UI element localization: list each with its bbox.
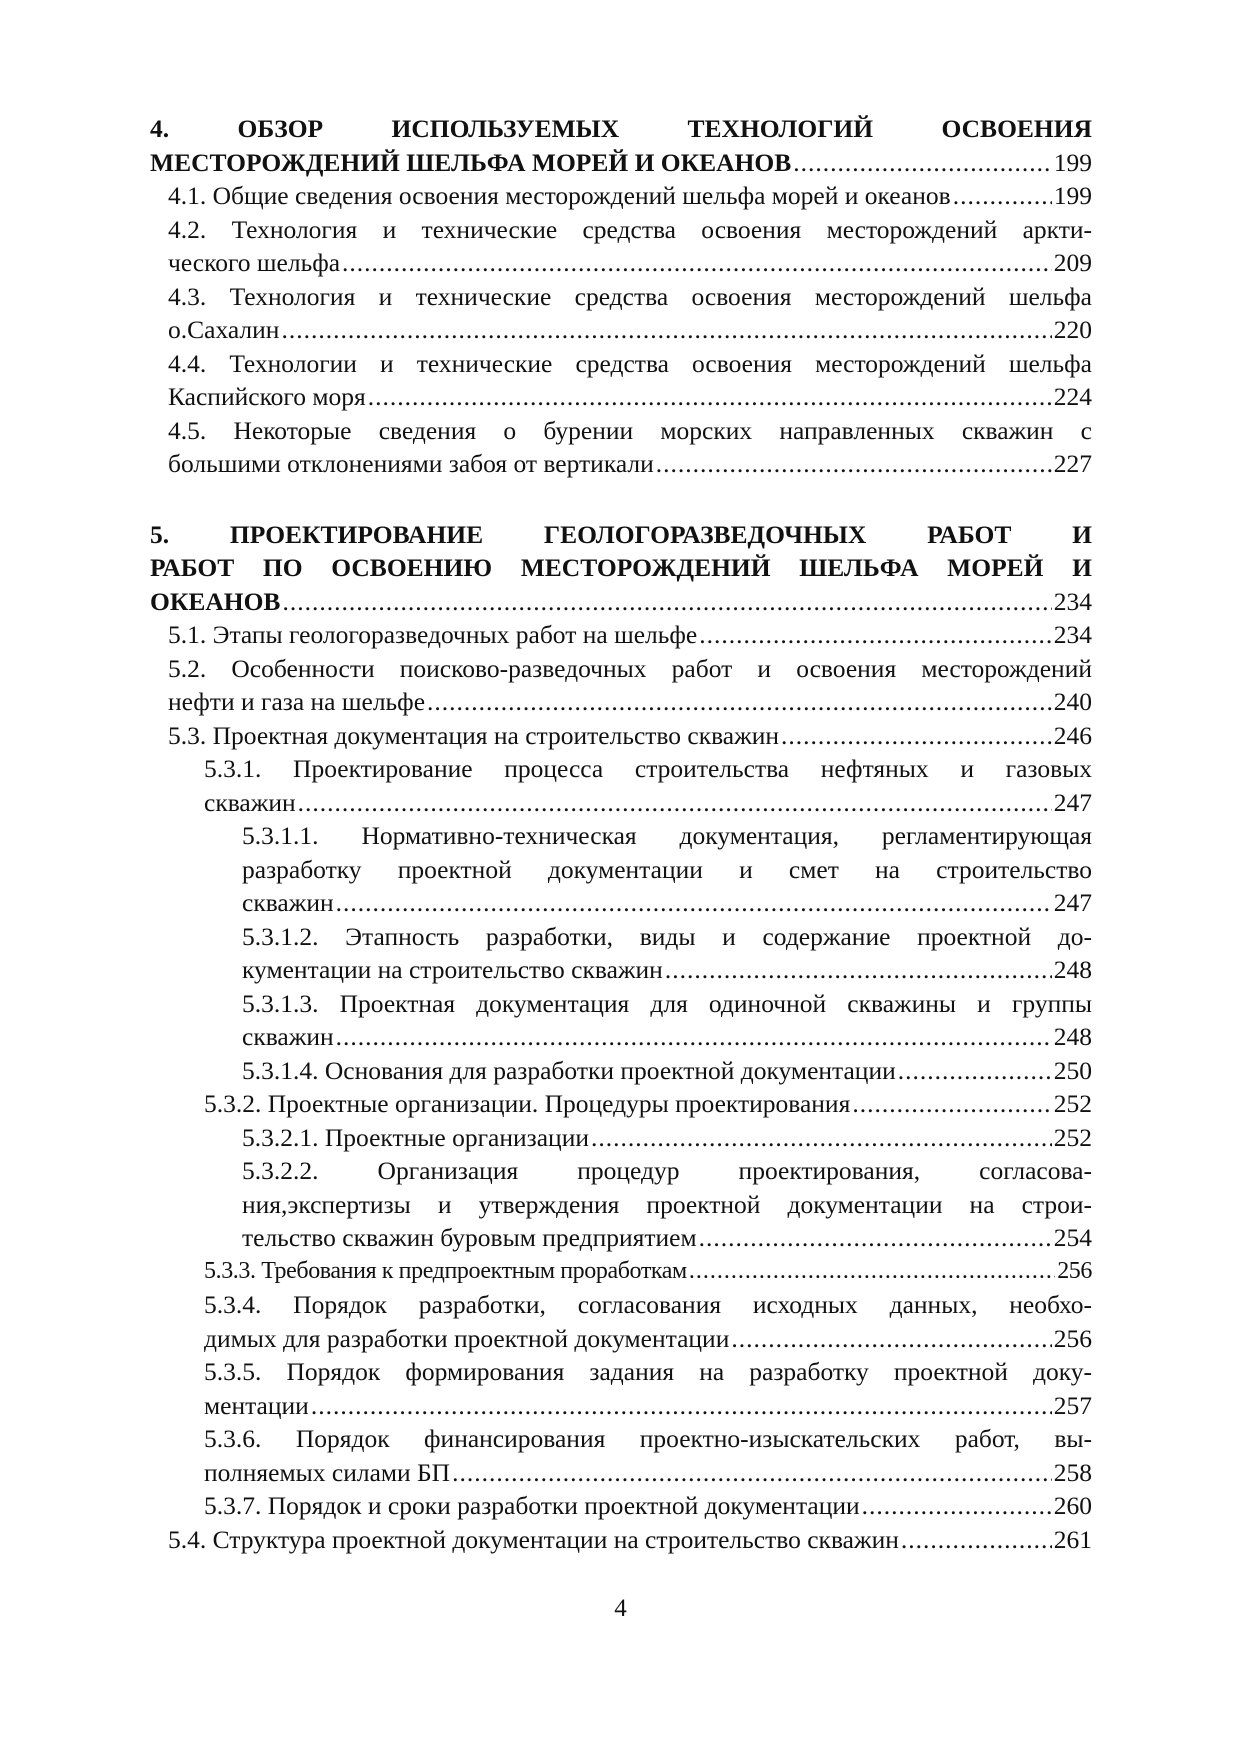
- toc-entry-page: 224: [1053, 382, 1092, 411]
- toc-entry-page: 254: [1053, 1223, 1092, 1252]
- dot-leader: [953, 179, 1052, 213]
- dot-leader: [591, 1121, 1052, 1155]
- toc-entry-page: 246: [1053, 720, 1092, 750]
- toc-entry-page: 220: [1053, 315, 1092, 344]
- toc-entry-page: 256: [1053, 1323, 1092, 1353]
- chapter-4-title-line1: 4. ОБЗОР ИСПОЛЬЗУЕМЫХ ТЕХНОЛОГИЙ ОСВОЕНИЯ: [150, 114, 1092, 143]
- toc-entry-page: 199: [1053, 181, 1092, 210]
- chapter-5-title-text: ОКЕАНОВ: [150, 586, 281, 616]
- toc-entry-title: 5.4. Структура проектной документации на строительство скважин: [168, 1524, 899, 1554]
- dot-leader: [282, 585, 1051, 619]
- chapter-4-page: 199: [1053, 147, 1092, 177]
- chapter-5-heading: [150, 518, 1092, 619]
- dot-leader: [665, 953, 1052, 987]
- toc-entry-page: 234: [1053, 620, 1092, 649]
- dot-leader: [311, 1389, 1052, 1423]
- toc-entry-4-1[interactable]: [150, 179, 1092, 213]
- toc-entry-title-line2: большими отклонениями забоя от вертикали: [168, 449, 654, 478]
- dot-leader: [281, 313, 1051, 347]
- chapter-4-title-text: МЕСТОРОЖДЕНИЙ ШЕЛЬФА МОРЕЙ И ОКЕАНОВ: [150, 147, 792, 177]
- toc-entry-title-line1: 4.5. Некоторые сведения о бурении морских направленных скважин с: [168, 415, 1092, 445]
- toc-entry-5-3-2[interactable]: [150, 1087, 1092, 1121]
- dot-leader: [699, 1221, 1052, 1255]
- toc-entry-5-3-4[interactable]: [150, 1288, 1092, 1355]
- toc-entry-5-3-5[interactable]: [150, 1355, 1092, 1422]
- toc-entry-title-line2: о.Сахалин: [168, 315, 280, 344]
- toc-entry-title: 5.1. Этапы геологоразведочных работ на шельфе: [168, 620, 698, 649]
- toc-entry-title-line3: тельство скважин буровым предприятием: [242, 1223, 697, 1252]
- toc-entry-title: 5.3.1.4. Основания для разработки проектной документации: [242, 1055, 896, 1085]
- toc-entry-title-line2: Каспийского моря: [168, 382, 366, 411]
- chapter-4-heading: [150, 112, 1092, 179]
- page-number: 4: [614, 1595, 627, 1622]
- toc-entry-title: 5.3.2.1. Проектные организации: [242, 1122, 589, 1152]
- toc-entry-title: 5.3. Проектная документация на строительство скважин: [168, 720, 780, 750]
- toc-entry-title-line2: скважин: [242, 1022, 334, 1051]
- toc-entry-5-2[interactable]: [150, 652, 1092, 719]
- toc-entry-page: 252: [1053, 1122, 1092, 1152]
- dot-leader: [336, 1020, 1052, 1054]
- chapter-5-title-line1: 5. ПРОЕКТИРОВАНИЕ ГЕОЛОГОРАЗВЕДОЧНЫХ РАБОТ И: [150, 519, 1092, 549]
- toc-entry-page: 248: [1053, 1022, 1092, 1051]
- toc-entry-title-line3: скважин: [242, 888, 334, 917]
- dot-leader: [689, 1255, 1055, 1289]
- toc-entry-page: 261: [1053, 1524, 1092, 1554]
- toc-entry-title-line1: 5.3.1.3. Проектная документация для одиночной скважины и группы: [242, 988, 1092, 1018]
- dot-leader: [298, 786, 1052, 820]
- toc-entry-5-3-7[interactable]: [150, 1489, 1092, 1523]
- toc-entry-title-line2: скважин: [204, 787, 296, 817]
- toc-entry-5-1[interactable]: [150, 618, 1092, 652]
- toc-entry-page: 227: [1053, 449, 1092, 478]
- toc-entry-page: 247: [1053, 787, 1092, 817]
- toc-entry-4-3[interactable]: [150, 280, 1092, 347]
- toc-entry-title-line1: 5.3.1.2. Этапность разработки, виды и содержание проектной до-: [242, 921, 1092, 951]
- toc-entry-title-line1: 4.3. Технология и технические средства освоения месторождений шельфа: [168, 281, 1092, 311]
- dot-leader: [862, 1489, 1052, 1523]
- toc-entry-title: 5.3.3. Требования к предпроектным проработкам: [204, 1257, 687, 1284]
- dot-leader: [898, 1054, 1052, 1088]
- toc-entry-5-3-3[interactable]: [150, 1255, 1092, 1289]
- toc-entry-title-line2: димых для разработки проектной документации: [204, 1323, 730, 1353]
- toc-entry-4-2[interactable]: [150, 213, 1092, 280]
- dot-leader: [901, 1523, 1052, 1557]
- toc-entry-5-3-2-2[interactable]: [150, 1154, 1092, 1255]
- toc-entry-title-line1: 5.3.4. Порядок разработки, согласования исходных данных, необхо-: [204, 1290, 1092, 1319]
- table-of-contents: [150, 112, 1092, 1556]
- dot-leader: [452, 1456, 1052, 1490]
- toc-entry-page: 252: [1053, 1089, 1092, 1118]
- toc-entry-title-line2: ментации: [204, 1390, 309, 1420]
- dot-leader: [793, 146, 1052, 180]
- toc-entry-title-line2: ческого шельфа: [168, 248, 341, 277]
- chapter-5-title-line3: [150, 585, 1092, 619]
- toc-entry-page: 258: [1053, 1457, 1092, 1487]
- toc-entry-page: 209: [1053, 248, 1092, 277]
- toc-entry-5-3-6[interactable]: [150, 1422, 1092, 1489]
- dot-leader: [427, 685, 1052, 719]
- dot-leader: [342, 246, 1052, 280]
- chapter-5-title-line2: РАБОТ ПО ОСВОЕНИЮ МЕСТОРОЖДЕНИЙ ШЕЛЬФА МОРЕЙ И: [150, 553, 1092, 582]
- dot-leader: [699, 618, 1052, 652]
- toc-entry-title: 4.1. Общие сведения освоения месторождений шельфа морей и океанов: [168, 181, 951, 210]
- toc-entry-title-line1: 5.3.5. Порядок формирования задания на разработку проектной доку-: [204, 1357, 1092, 1386]
- toc-entry-5-3-1-2[interactable]: [150, 920, 1092, 987]
- toc-entry-5-3-1[interactable]: [150, 752, 1092, 819]
- toc-entry-page: 247: [1053, 888, 1092, 917]
- toc-entry-5-3-1-1[interactable]: [150, 819, 1092, 920]
- toc-entry-page: 240: [1053, 687, 1092, 716]
- toc-entry-title-line2: нефти и газа на шельфе: [168, 687, 426, 716]
- dot-leader: [336, 886, 1052, 920]
- toc-entry-title-line1: 5.3.6. Порядок финансирования проектно-изыскательских работ, вы-: [204, 1424, 1092, 1453]
- toc-entry-5-3-1-4[interactable]: [150, 1054, 1092, 1088]
- toc-entry-title-line1: 5.3.2.2. Организация процедур проектирования, согласова-: [242, 1156, 1092, 1185]
- toc-entry-page: 260: [1053, 1491, 1092, 1520]
- toc-entry-page: 248: [1053, 955, 1092, 984]
- toc-entry-title-line2: разработку проектной документации и смет на строительство: [242, 854, 1092, 884]
- toc-entry-5-3-2-1[interactable]: [150, 1121, 1092, 1155]
- toc-entry-title: 5.3.2. Проектные организации. Процедуры проектирования: [204, 1089, 851, 1118]
- toc-entry-page: 256: [1057, 1257, 1092, 1284]
- toc-entry-title-line1: 4.2. Технология и технические средства освоения месторождений аркти-: [168, 214, 1092, 244]
- toc-entry-page: 257: [1053, 1390, 1092, 1420]
- dot-leader: [368, 380, 1052, 414]
- toc-entry-title-line2: ния,экспертизы и утверждения проектной документации на строи-: [242, 1189, 1092, 1219]
- toc-entry-title-line1: 5.3.1.1. Нормативно-техническая документация, регламентирующая: [242, 821, 1092, 850]
- toc-entry-title: 5.3.7. Порядок и сроки разработки проектной документации: [204, 1491, 860, 1520]
- toc-entry-5-3[interactable]: [150, 719, 1092, 753]
- toc-entry-title-line2: полняемых силами БП: [204, 1457, 451, 1487]
- toc-entry-4-4[interactable]: [150, 347, 1092, 414]
- toc-entry-title-line1: 5.3.1. Проектирование процесса строительства нефтяных и газовых: [204, 754, 1092, 783]
- chapter-4-title-line2: [150, 146, 1092, 180]
- toc-entry-title-line2: кументации на строительство скважин: [242, 955, 663, 984]
- dot-leader: [731, 1322, 1051, 1356]
- toc-entry-page: 250: [1053, 1055, 1092, 1085]
- dot-leader: [656, 447, 1052, 481]
- toc-entry-5-3-1-3[interactable]: [150, 987, 1092, 1054]
- toc-entry-title-line1: 5.2. Особенности поисково-разведочных работ и освоения месторождений: [168, 653, 1092, 683]
- toc-entry-title-line1: 4.4. Технологии и технические средства освоения месторождений шельфа: [168, 348, 1092, 378]
- toc-entry-5-4[interactable]: [150, 1523, 1092, 1557]
- dot-leader: [781, 719, 1052, 753]
- dot-leader: [852, 1087, 1051, 1121]
- toc-entry-4-5[interactable]: [150, 414, 1092, 481]
- chapter-5-page: 234: [1053, 586, 1092, 616]
